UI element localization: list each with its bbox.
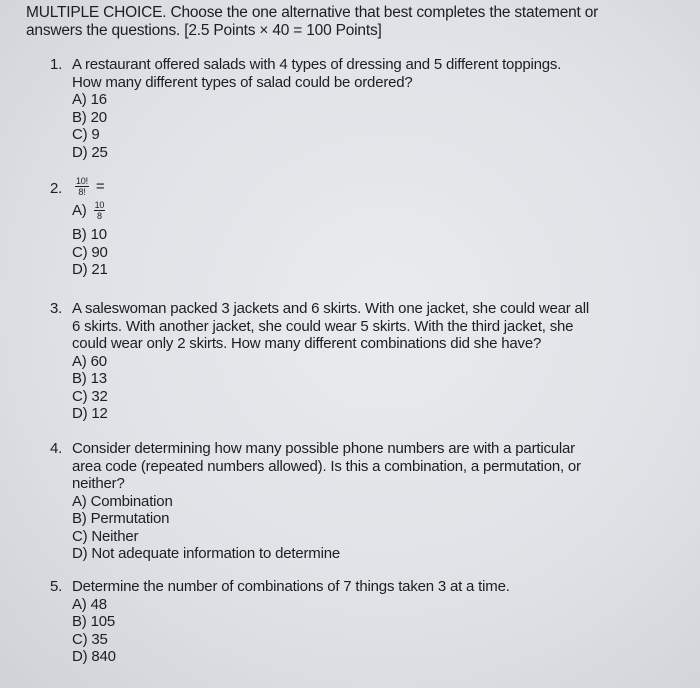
question-line: could wear only 2 skirts. How many different combinations did she have? — [72, 335, 542, 352]
option-b: B) Permutation — [72, 510, 170, 527]
question-line: Consider determining how many possible phone numbers are with a particular — [72, 440, 575, 457]
instructions — [26, 4, 666, 40]
option-a: A) 16 — [72, 91, 107, 108]
option-d: D) 12 — [72, 405, 108, 422]
option-b: B) 20 — [72, 108, 107, 126]
answer-options — [72, 91, 632, 161]
option-b: B) 10 — [72, 226, 107, 243]
fraction-stem — [75, 176, 89, 197]
option-c: C) 9 — [72, 126, 100, 143]
question-text — [72, 440, 632, 493]
option-a: A) Combination — [72, 492, 173, 510]
question-5 — [50, 578, 632, 666]
question-text — [72, 578, 632, 596]
option-d: D) Not adequate information to determine — [72, 545, 340, 562]
question-line: How many different types of salad could be ordered? — [72, 73, 413, 91]
option-label: A) — [72, 201, 87, 219]
instructions-line-2: answers the questions. [2.5 Points × 40 = 100 Points] — [26, 22, 382, 39]
question-line: 6 skirts. With another jacket, she could wear 5 skirts. With the third jacket, she — [72, 317, 574, 335]
answer-options — [72, 493, 632, 563]
answer-options — [72, 200, 632, 279]
option-c: C) Neither — [72, 527, 139, 545]
question-text — [72, 300, 632, 353]
question-line: A restaurant offered salads with 4 types of dressing and 5 different toppings. — [72, 56, 562, 73]
instructions-line-1: MULTIPLE CHOICE. Choose the one alternative that best completes the statement or — [26, 4, 599, 21]
fraction-numerator: 10 — [94, 200, 105, 210]
question-line: A saleswoman packed 3 jackets and 6 skirts. With one jacket, she could wear all — [72, 300, 589, 317]
question-text — [72, 176, 632, 200]
fraction-denominator: 8! — [78, 187, 86, 197]
option-a: A) 48 — [72, 595, 107, 613]
option-a-fraction — [94, 200, 106, 221]
option-a: A) 60 — [72, 352, 107, 370]
fraction-denominator: 8 — [96, 211, 102, 221]
answer-options — [72, 596, 632, 666]
question-text — [72, 56, 632, 91]
option-c: C) 35 — [72, 630, 108, 648]
question-3 — [50, 300, 632, 423]
option-b: B) 105 — [72, 613, 115, 630]
question-number: 4. — [50, 440, 63, 457]
question-number: 5. — [50, 578, 63, 595]
option-c: C) 90 — [72, 243, 108, 261]
option-c: C) 32 — [72, 387, 108, 405]
question-number: 2. — [50, 180, 63, 197]
question-number: 3. — [50, 300, 63, 317]
question-4 — [50, 440, 632, 563]
question-line: neither? — [72, 475, 125, 492]
question-1 — [50, 56, 632, 161]
option-a — [72, 200, 632, 226]
option-d: D) 25 — [72, 143, 108, 161]
question-number: 1. — [50, 56, 63, 73]
option-b: B) 13 — [72, 370, 107, 387]
equals-sign: = — [95, 177, 105, 195]
question-line: area code (repeated numbers allowed). Is this a combination, a permutation, or — [72, 457, 581, 475]
option-d: D) 840 — [72, 648, 116, 665]
question-2 — [50, 176, 632, 279]
answer-options — [72, 353, 632, 423]
fraction-numerator: 10! — [76, 176, 88, 186]
question-line: Determine the number of combinations of 7 things taken 3 at a time. — [72, 578, 510, 595]
option-d: D) 21 — [72, 261, 108, 278]
